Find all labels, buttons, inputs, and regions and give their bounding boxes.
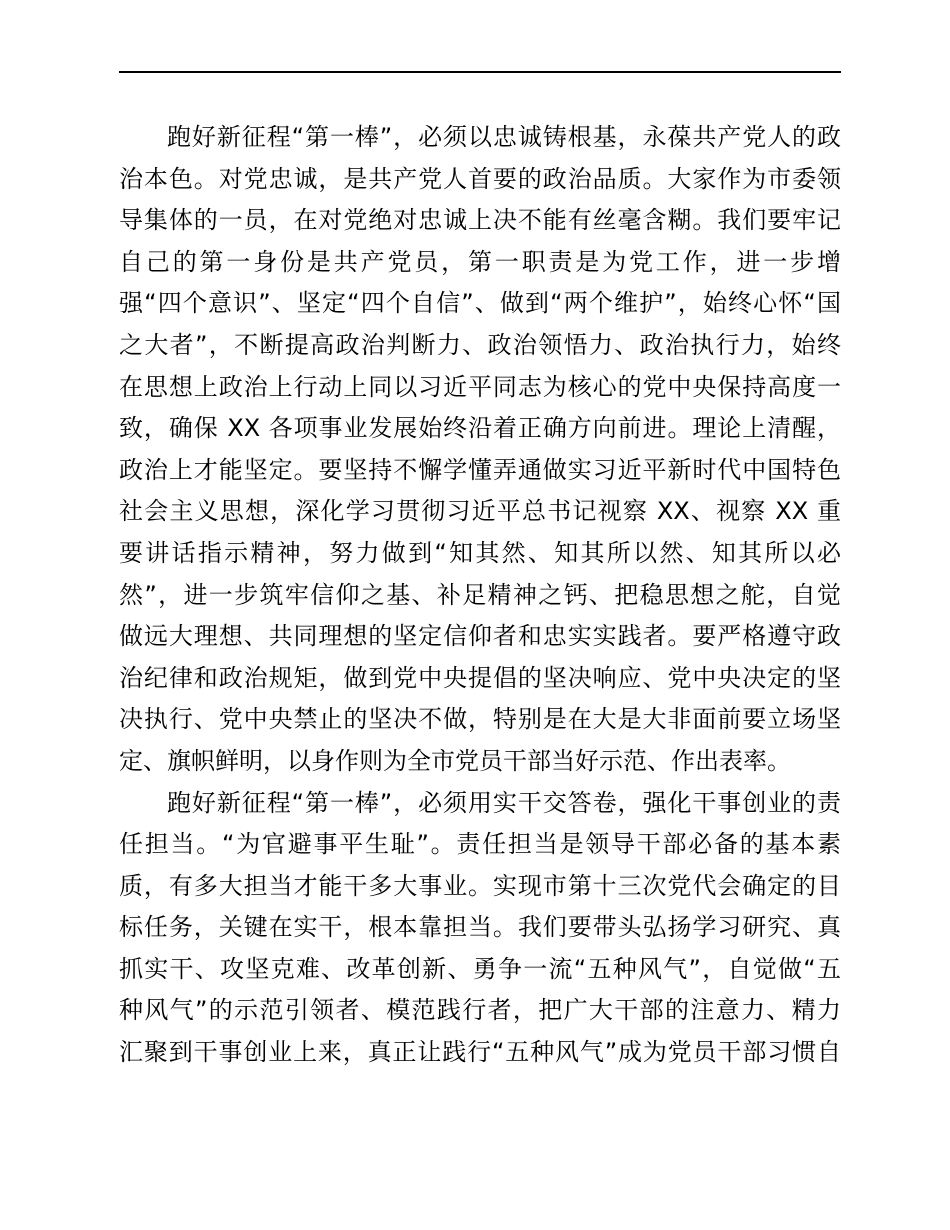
header-rule bbox=[119, 71, 841, 73]
text-line: 抓实干、攻坚克难、改革创新、勇争一流“五种风气”，自觉做“五 bbox=[119, 954, 841, 983]
text-line: 汇聚到干事创业上来，真正让践行“五种风气”成为党员干部习惯自 bbox=[119, 1038, 841, 1067]
text-line: 导集体的一员，在对党绝对忠诚上决不能有丝毫含糊。我们要牢记 bbox=[119, 206, 841, 235]
paragraph-responsibility bbox=[119, 783, 841, 1074]
text-line: 致，确保 XX 各项事业发展始终沿着正确方向前进。理论上清醒， bbox=[119, 414, 841, 443]
text-line: 治纪律和政治规矩，做到党中央提倡的坚决响应、党中央决定的坚 bbox=[119, 663, 841, 692]
text-line: 治本色。对党忠诚，是共产党人首要的政治品质。大家作为市委领 bbox=[119, 164, 841, 193]
text-line: 做远大理想、共同理想的坚定信仰者和忠实实践者。要严格遵守政 bbox=[119, 622, 841, 651]
text-line: 跑好新征程“第一棒”，必须用实干交答卷，强化干事创业的责 bbox=[167, 788, 841, 817]
text-line: 任担当。“为官避事平生耻”。责任担当是领导干部必备的基本素 bbox=[119, 830, 841, 859]
text-line: 决执行、党中央禁止的坚决不做，特别是在大是大非面前要立场坚 bbox=[119, 705, 841, 734]
text-line: 标任务，关键在实干，根本靠担当。我们要带头弘扬学习研究、真 bbox=[119, 913, 841, 942]
text-line: 种风气”的示范引领者、模范践行者，把广大干部的注意力、精力 bbox=[119, 996, 841, 1025]
text-line: 政治上才能坚定。要坚持不懈学懂弄通做实习近平新时代中国特色 bbox=[119, 455, 841, 484]
text-line: 跑好新征程“第一棒”，必须以忠诚铸根基，永葆共产党人的政 bbox=[167, 123, 841, 151]
document-body bbox=[119, 117, 841, 1074]
text-line: 自己的第一身份是共产党员，第一职责是为党工作，进一步增 bbox=[119, 247, 841, 276]
text-line: 强“四个意识”、坚定“四个自信”、做到“两个维护”，始终心怀“国 bbox=[119, 289, 841, 318]
text-line: 质，有多大担当才能干多大事业。实现市第十三次党代会确定的目 bbox=[119, 871, 841, 900]
text-line: 之大者”，不断提高政治判断力、政治领悟力、政治执行力，始终 bbox=[119, 330, 841, 359]
text-line: 社会主义思想，深化学习贯彻习近平总书记视察 XX、视察 XX 重 bbox=[119, 497, 841, 526]
text-line: 要讲话指示精神，努力做到“知其然、知其所以然、知其所以必 bbox=[119, 538, 841, 567]
paragraph-loyalty bbox=[119, 117, 841, 783]
text-line: 定、旗帜鲜明，以身作则为全市党员干部当好示范、作出表率。 bbox=[119, 746, 791, 775]
text-line: 然”，进一步筑牢信仰之基、补足精神之钙、把稳思想之舵，自觉 bbox=[119, 580, 841, 609]
text-line: 在思想上政治上行动上同以习近平同志为核心的党中央保持高度一 bbox=[119, 372, 841, 401]
